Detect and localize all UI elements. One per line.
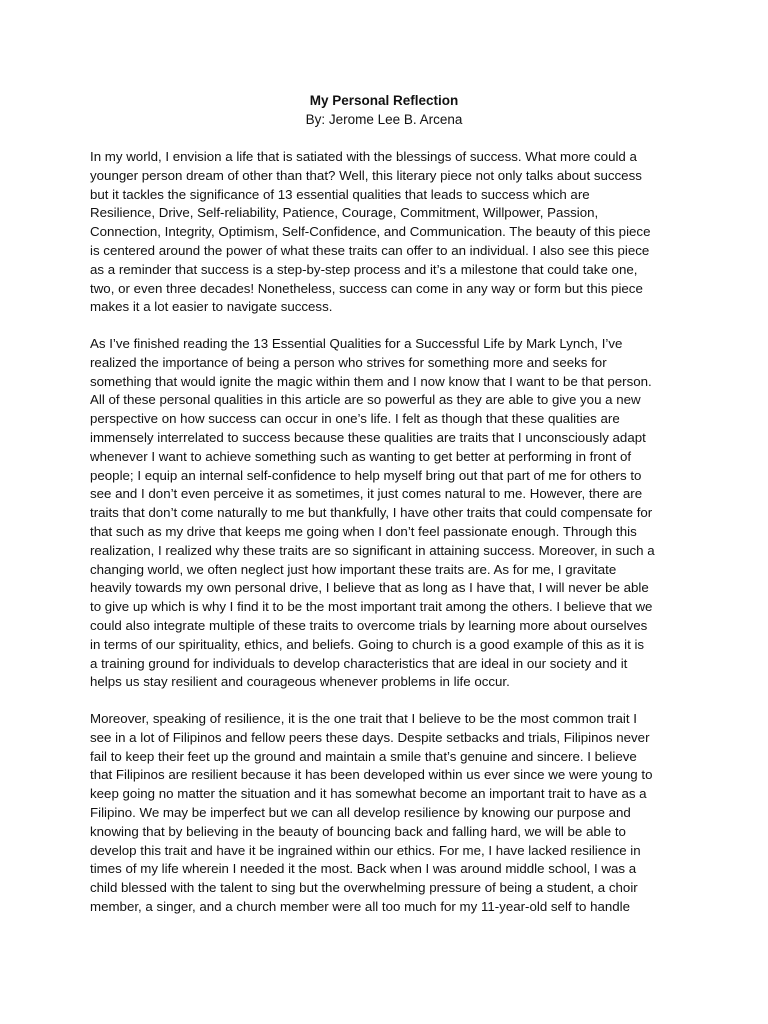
paragraph-line: Resilience, Drive, Self-reliability, Patience, Courage, Commitment, Willpower, Passion, [90, 205, 599, 221]
paragraph-line: to give up which is why I find it to be the most important trait among the others. I believe that we [90, 599, 653, 615]
paragraph-line: member, a singer, and a church member were all too much for my 11-year-old self to handle [90, 898, 631, 914]
paragraph-line: Connection, Integrity, Optimism, Self-Confidence, and Communication. The beauty of this piece [90, 224, 651, 240]
paragraph-line: makes it a lot easier to navigate success. [90, 299, 333, 315]
paragraph-line: see and I don’t even perceive it as sometimes, it just comes natural to me. However, there are [90, 486, 643, 502]
paragraph-line: realized the importance of being a person who strives for something more and seeks for [90, 354, 607, 370]
paragraph-line: In my world, I envision a life that is satiated with the blessings of success. What more could a [90, 149, 637, 164]
document-title: My Personal Reflection [309, 93, 459, 108]
paragraph-line: could also integrate multiple of these traits to overcome trials by learning more about ourselves [90, 617, 648, 633]
paragraph-line: realization, I realized why these traits are so significant in attaining success. Moreover, in such a [90, 542, 655, 558]
paragraph-line: times of my life wherein I needed it the most. Back when I was around middle school, I was a [90, 861, 637, 877]
paragraph-line: child blessed with the talent to sing but the overwhelming pressure of being a student, a choir [90, 880, 638, 896]
paragraph-line: knowing that by believing in the beauty of bouncing back and falling hard, we will be able to [90, 823, 626, 839]
paragraph-line: as a reminder that success is a step-by-step process and it’s a milestone that could take one, [90, 261, 638, 277]
paragraph-3 [90, 710, 690, 917]
paragraph-line: younger person dream of other than that? Well, this literary piece not only talks about success [90, 167, 642, 183]
paragraph-line: heavily towards my own personal drive, I believe that as long as I have that, I will never be able [90, 580, 649, 596]
paragraph-line: that Filipinos are resilient because it has been developed within us ever since we were young to [90, 767, 653, 783]
paragraph-line: helps us stay resilient and courageous whenever problems in life occur. [90, 674, 510, 690]
paragraph-line: see in a lot of Filipinos and fellow peers these days. Despite setbacks and trials, Filipinos never [90, 729, 650, 745]
document-byline: By: Jerome Lee B. Arcena [305, 112, 463, 127]
paragraph-line: perspective on how success can occur in one’s life. I felt as though that these qualities are [90, 411, 620, 427]
paragraph-1 [90, 148, 690, 317]
paragraph-line: that such as my drive that keeps me going when I don’t feel passionate enough. Through this [90, 523, 637, 539]
paragraph-line: immensely interrelated to success because these qualities are traits that I unconsciously adapt [90, 429, 646, 445]
paragraph-line: Moreover, speaking of resilience, it is the one trait that I believe to be the most common trait I [90, 711, 637, 726]
paragraph-line: but it tackles the significance of 13 essential qualities that leads to success which are [90, 186, 590, 202]
paragraph-line: As I’ve finished reading the 13 Essential Qualities for a Successful Life by Mark Lynch, I’ve [90, 336, 623, 351]
paragraph-line: traits that don’t come naturally to me but thankfully, I have other traits that could compensate for [90, 505, 653, 521]
paragraph-line: people; I equip an internal self-confidence to help myself bring out that part of me for others to [90, 467, 642, 483]
paragraph-line: develop this trait and have it be ingrained within our ethics. For me, I have lacked resilience in [90, 842, 641, 858]
paragraph-line: something that would ignite the magic within them and I now know that I want to be that person. [90, 373, 652, 389]
paragraph-2 [90, 335, 690, 692]
paragraph-line: a training ground for individuals to develop characteristics that are ideal in our society and it [90, 655, 628, 671]
paragraph-line: changing world, we often neglect just how important these traits are. As for me, I gravitate [90, 561, 617, 577]
paragraph-line: in terms of our spirituality, ethics, and beliefs. Going to church is a good example of this as it is [90, 636, 645, 652]
paragraph-line: keep going no matter the situation and it has somewhat become an important trait to have as a [90, 786, 647, 802]
paragraph-line: is centered around the power of what these traits can offer to an individual. I also see this piece [90, 242, 650, 258]
paragraph-line: Filipino. We may be imperfect but we can all develop resilience by knowing our purpose and [90, 804, 631, 820]
paragraph-line: All of these personal qualities in this article are so powerful as they are able to give you a new [90, 392, 641, 408]
paragraph-line: whenever I want to achieve something such as wanting to get better at performing in front of [90, 448, 632, 464]
paragraph-line: two, or even three decades! Nonetheless, success can come in any way or form but this piece [90, 280, 643, 296]
paragraph-line: fail to keep their feet up the ground and maintain a smile that’s genuine and sincere. I believe [90, 748, 637, 764]
